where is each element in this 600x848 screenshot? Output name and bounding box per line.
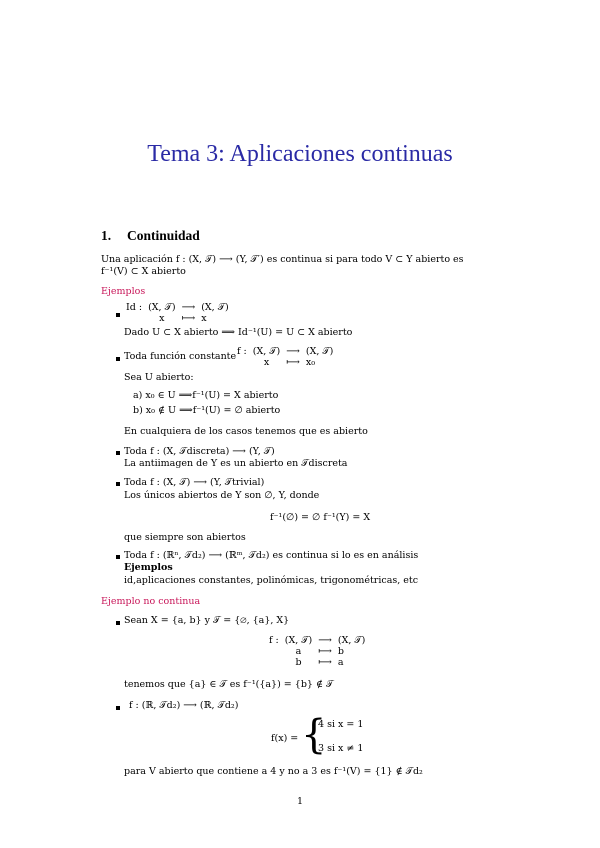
left-brace: {: [301, 712, 327, 758]
nc2-case-2: 3 si x ≠ 1: [318, 743, 364, 754]
example4-line-1: Toda f : (X, 𝒯) ⟶ (Y, 𝒯trivial): [124, 477, 265, 488]
bullet: [116, 555, 120, 559]
map-cell: (X, 𝒯): [305, 346, 334, 357]
map-cell: a: [295, 646, 302, 657]
example3-line-2: La antiimagen de Y es un abierto en 𝒯discreta: [124, 458, 348, 469]
bullet: [116, 621, 120, 625]
definition-line-2: f⁻¹(V) ⊂ X abierto: [101, 266, 186, 277]
example5-ejemplos: Ejemplos: [124, 562, 173, 573]
page-title: Tema 3: Aplicaciones continuas: [147, 141, 453, 167]
example4-formula: f⁻¹(∅) = ∅ f⁻¹(Y) = X: [270, 512, 371, 523]
nc2-fx: f(x) =: [271, 733, 299, 744]
map-cell: x: [201, 313, 207, 324]
map-cell: (X, 𝒯): [201, 302, 229, 313]
map-cell: Id :: [126, 302, 143, 313]
bullet: [116, 313, 120, 317]
map-cell: [266, 657, 282, 668]
example2-case-b: b) x₀ ∉ U ⟹f⁻¹(U) = ∅ abierto: [133, 405, 281, 416]
constant-map: [234, 346, 336, 368]
map-cell: ⟼: [318, 646, 332, 657]
definition-line-1: Una aplicación f : (X, 𝒯) ⟶ (Y, 𝒯′) es continua si para todo V ⊂ Y abierto es: [101, 254, 464, 265]
map-cell: [123, 313, 145, 324]
map-cell: (X, 𝒯): [284, 635, 313, 646]
map-cell: ⟼: [318, 657, 332, 668]
map-cell: b: [337, 646, 344, 657]
nc2-line-1: f : (ℝ, 𝒯d₂) ⟶ (ℝ, 𝒯d₂): [129, 700, 239, 711]
map-cell: [234, 357, 250, 368]
swap-map: [266, 635, 368, 668]
bullet: [116, 357, 120, 361]
map-cell: ⟼: [181, 313, 196, 324]
example4-line-2: Los únicos abiertos de Y son ∅, Y, donde: [124, 490, 320, 501]
example5-list: id,aplicaciones constantes, polinómicas, trigonométricas, etc: [124, 575, 419, 586]
bullet: [116, 706, 120, 710]
nc2-case-1: 4 si x = 1: [318, 719, 364, 730]
example2-conclusion: En cualquiera de los casos tenemos que es abierto: [124, 426, 368, 437]
map-cell: ⟼: [286, 357, 300, 368]
example3-line-1: Toda f : (X, 𝒯discreta) ⟶ (Y, 𝒯): [124, 446, 275, 457]
map-cell: (X, 𝒯): [337, 635, 366, 646]
map-cell: x₀: [305, 357, 316, 368]
map-cell: ⟶: [318, 635, 332, 646]
nc1-conclusion: tenemos que {a} ∈ 𝒯 es f⁻¹({a}) = {b} ∉ 𝒯: [124, 679, 334, 690]
bullet: [116, 451, 120, 455]
example2-text: Toda función constante: [124, 351, 237, 362]
map-cell: f :: [269, 635, 279, 646]
map-cell: f :: [237, 346, 247, 357]
example2-case-a: a) x₀ ∈ U ⟹f⁻¹(U) = X abierto: [133, 390, 279, 401]
example2-sea: Sea U abierto:: [124, 372, 194, 383]
example4-after: que siempre son abiertos: [124, 532, 246, 543]
bullet: [116, 482, 120, 486]
nc2-conclusion: para V abierto que contiene a 4 y no a 3 es f⁻¹(V) = {1} ∉ 𝒯d₂: [124, 766, 423, 777]
map-cell: x: [263, 357, 270, 368]
map-cell: b: [295, 657, 302, 668]
identity-map: [123, 302, 232, 324]
map-cell: ⟶: [181, 302, 196, 313]
map-cell: x: [159, 313, 165, 324]
map-cell: (X, 𝒯): [252, 346, 281, 357]
no-continua-label: Ejemplo no continua: [101, 596, 201, 607]
section-title: Continuidad: [127, 228, 200, 243]
example1-note: Dado U ⊂ X abierto ⟹ Id⁻¹(U) = U ⊂ X abierto: [124, 327, 353, 338]
map-cell: (X, 𝒯): [148, 302, 176, 313]
map-cell: a: [337, 657, 344, 668]
map-cell: [266, 646, 282, 657]
ejemplos-label: Ejemplos: [101, 286, 146, 297]
example5-line-1: Toda f : (ℝⁿ, 𝒯d₂) ⟶ (ℝᵐ, 𝒯d₂) es continua si lo es en análisis: [124, 550, 419, 561]
section-number: 1.: [101, 228, 112, 243]
map-cell: ⟶: [286, 346, 300, 357]
page-number: 1: [296, 796, 304, 807]
section-heading: [101, 228, 200, 244]
nc1-line-1: Sean X = {a, b} y 𝒯 = {∅, {a}, X}: [124, 615, 290, 626]
